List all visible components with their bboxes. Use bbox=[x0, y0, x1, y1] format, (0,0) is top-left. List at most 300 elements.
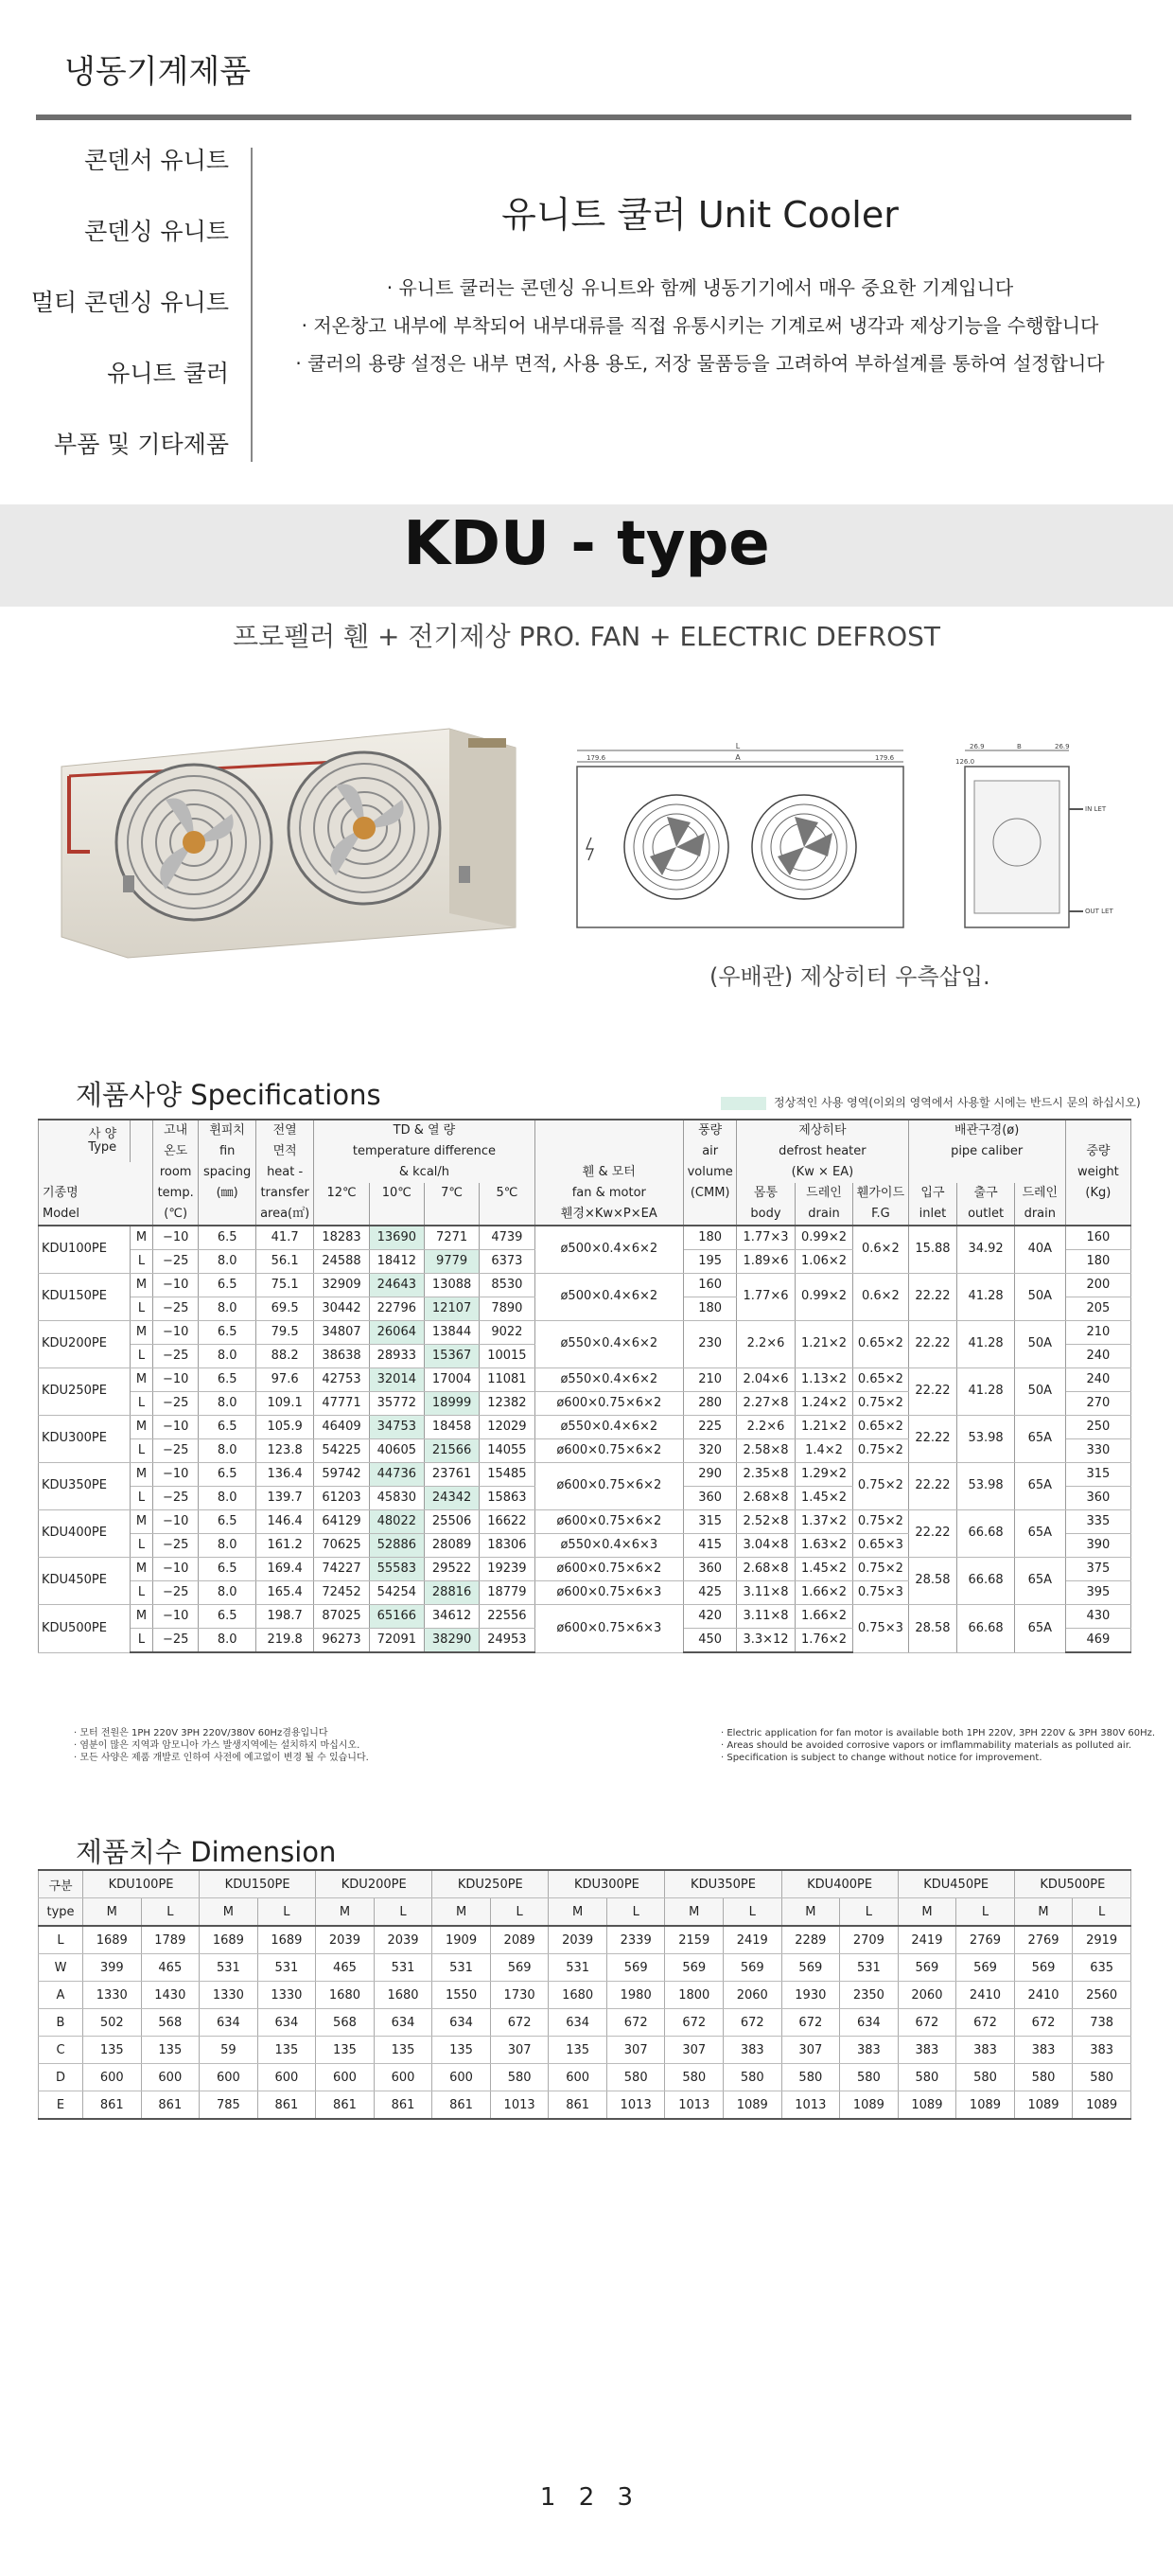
dim-cell: 1689 bbox=[257, 1926, 316, 1954]
variant-cell: L bbox=[131, 1629, 153, 1653]
td-cell: 74227 bbox=[314, 1558, 369, 1581]
dim-cell: 1089 bbox=[840, 2091, 899, 2120]
air-cell: 360 bbox=[684, 1487, 737, 1510]
dim-cell: 569 bbox=[490, 1954, 549, 1982]
dim-cell: 2769 bbox=[1014, 1926, 1073, 1954]
dim-variant-header: M bbox=[549, 1898, 607, 1927]
dim-cell: 569 bbox=[724, 1954, 782, 1982]
td-cell: 32909 bbox=[314, 1274, 369, 1297]
th-pipe: 배관구경(ø) bbox=[908, 1120, 1065, 1141]
dim-cell: 569 bbox=[898, 1954, 956, 1982]
intro-line: · 저온창고 내부에 부착되어 내부대류를 직접 유통시키는 기계로써 냉각과 제상기능을 수행합니다 bbox=[301, 314, 1099, 337]
header-rule bbox=[36, 115, 1131, 120]
dim-model-header: KDU300PE bbox=[549, 1870, 665, 1898]
dim-cell: 634 bbox=[840, 2009, 899, 2037]
td-cell: 18779 bbox=[480, 1581, 534, 1605]
dim-cell: 531 bbox=[549, 1954, 607, 1982]
weight-cell: 360 bbox=[1065, 1487, 1130, 1510]
dim-variant-header: L bbox=[257, 1898, 316, 1927]
model-name: KDU350PE bbox=[39, 1463, 131, 1510]
dim-cell: 580 bbox=[840, 2064, 899, 2091]
specs-title: 제품사양 Specifications bbox=[76, 1079, 381, 1111]
dim-cell: 383 bbox=[1073, 2037, 1131, 2064]
dim-cell: 383 bbox=[840, 2037, 899, 2064]
table-row bbox=[39, 1226, 1131, 1250]
fan-cell: ø550×0.4×6×2 bbox=[534, 1321, 684, 1368]
td-cell: 18999 bbox=[424, 1392, 479, 1416]
note-line: · Electric application for fan motor is available both 1PH 220V, 3PH 220V & 3PH 380V 60Hz. bbox=[721, 1728, 1156, 1738]
fin-cell: 8.0 bbox=[199, 1345, 255, 1368]
th-weight-blank bbox=[1065, 1120, 1130, 1141]
td-cell: 12382 bbox=[480, 1392, 534, 1416]
dim-cell: 2039 bbox=[316, 1926, 375, 1954]
td-cell: 28089 bbox=[424, 1534, 479, 1558]
dim-model-header: KDU450PE bbox=[898, 1870, 1014, 1898]
sidebar-item-condensing-unit[interactable]: 콘덴싱 유니트 bbox=[84, 218, 229, 245]
pipe-drain-cell: 65A bbox=[1014, 1558, 1065, 1605]
type-title: KDU - type bbox=[403, 509, 770, 579]
dim-cell: 2039 bbox=[374, 1926, 432, 1954]
sidebar-item-parts[interactable]: 부품 및 기타제품 bbox=[54, 431, 229, 458]
dim-model-header: KDU350PE bbox=[665, 1870, 781, 1898]
dim-variant-header: M bbox=[1014, 1898, 1073, 1927]
dim-cell: 135 bbox=[432, 2037, 491, 2064]
dim-cell: 1013 bbox=[490, 2091, 549, 2120]
dim-cell: 135 bbox=[141, 2037, 200, 2064]
area-cell: 105.9 bbox=[255, 1416, 314, 1439]
dim-cell: 861 bbox=[257, 2091, 316, 2120]
dim-cell: 600 bbox=[374, 2064, 432, 2091]
td-cell: 30442 bbox=[314, 1297, 369, 1321]
page-link-1[interactable]: 1 bbox=[539, 2483, 556, 2512]
outlet-cell: 41.28 bbox=[957, 1274, 1014, 1321]
dim-variant-header: L bbox=[490, 1898, 549, 1927]
dimension-table: 구분 KDU100PE KDU150PE KDU200PE KDU250PE KDU300PE KDU350PE KDU400PE KDU450PE KDU500PE type M L M L M L M L M L M L M L M L M L L 1689 1789 1689 1689 2039 2039 1909 2089 2039 2339 2159 2419 2289 2709 2419 2769 2769 2919 W 399 465 531 531 465 531 531 569 531 569 569 569 569 531 569 569 569 635 A 1330 1430 1330 1330 1680 1680 1550 1730 1680 1980 1800 2060 1930 2350 2060 2410 2410 2560 B 502 568 634 634 568 634 634 672 634 672 672 672 672 634 672 672 672 738 C 135 135 59 135 135 135 135 307 135 307 307 383 307 383 383 383 383 383 D 600 600 600 600 600 600 600 580 600 580 580 580 580 580 580 580 580 580 E 861 861 785 861 861 861 861 1013 861 1013 1013 1089 1013 1089 1089 1089 1089 1089 bbox=[38, 1869, 1131, 2120]
dim-cell: 1089 bbox=[1014, 2091, 1073, 2120]
fin-cell: 8.0 bbox=[199, 1392, 255, 1416]
dim-cell: 383 bbox=[724, 2037, 782, 2064]
dim-cell: 672 bbox=[606, 2009, 665, 2037]
inlet-cell: 15.88 bbox=[908, 1226, 957, 1274]
dim-cell: 1689 bbox=[200, 1926, 258, 1954]
dim-cell: 2350 bbox=[840, 1982, 899, 2009]
dim-variant-header: L bbox=[141, 1898, 200, 1927]
notes-english bbox=[721, 1727, 1155, 1764]
dim-cell: 1909 bbox=[432, 1926, 491, 1954]
drain-heater-cell: 1.37×2 bbox=[795, 1510, 853, 1534]
dim-cell: 307 bbox=[665, 2037, 724, 2064]
dim-cell: 580 bbox=[956, 2064, 1015, 2091]
temp-cell: −10 bbox=[152, 1558, 199, 1581]
fan-cell: ø550×0.4×6×2 bbox=[534, 1368, 684, 1392]
temp-cell: −10 bbox=[152, 1605, 199, 1629]
dim-cell: 2060 bbox=[724, 1982, 782, 2009]
td-cell: 7271 bbox=[424, 1226, 479, 1250]
drain-heater-cell: 1.24×2 bbox=[795, 1392, 853, 1416]
inlet-cell: 22.22 bbox=[908, 1416, 957, 1463]
temp-cell: −10 bbox=[152, 1368, 199, 1392]
dim-cell: 672 bbox=[956, 2009, 1015, 2037]
dim-cell: 1430 bbox=[141, 1982, 200, 2009]
air-cell: 180 bbox=[684, 1226, 737, 1250]
drain-heater-cell: 1.21×2 bbox=[795, 1416, 853, 1439]
dim-cell: 2410 bbox=[1014, 1982, 1073, 2009]
th-air: 풍량 bbox=[684, 1120, 737, 1141]
th-fan-blank bbox=[534, 1120, 684, 1141]
area-cell: 56.1 bbox=[255, 1250, 314, 1274]
td-cell: 34753 bbox=[369, 1416, 424, 1439]
drain-heater-cell: 1.21×2 bbox=[795, 1321, 853, 1368]
td-cell: 15863 bbox=[480, 1487, 534, 1510]
fan-guide-cell: 0.75×2 bbox=[853, 1558, 908, 1581]
th-fin: 휜피치 bbox=[199, 1120, 255, 1141]
weight-cell: 210 bbox=[1065, 1321, 1130, 1345]
model-name: KDU150PE bbox=[39, 1274, 131, 1321]
dim-cell: 1550 bbox=[432, 1982, 491, 2009]
dim-label-side-b: B bbox=[1017, 743, 1022, 750]
dim-cell: 569 bbox=[665, 1954, 724, 1982]
area-cell: 75.1 bbox=[255, 1274, 314, 1297]
product-photo bbox=[52, 710, 525, 961]
fin-cell: 6.5 bbox=[199, 1226, 255, 1250]
dim-row-label: L bbox=[39, 1926, 83, 1954]
sidebar-item-unit-cooler[interactable]: 유니트 쿨러 bbox=[107, 360, 229, 387]
dim-corner: 구분 bbox=[39, 1870, 83, 1898]
th-model: 기종명 bbox=[39, 1183, 153, 1204]
fan-guide-cell: 0.65×2 bbox=[853, 1321, 908, 1368]
inlet-cell: 22.22 bbox=[908, 1463, 957, 1510]
pagination bbox=[0, 2483, 1173, 2512]
dim-cell: 2419 bbox=[724, 1926, 782, 1954]
td-cell: 13844 bbox=[424, 1321, 479, 1345]
body-heater-cell: 2.68×8 bbox=[737, 1487, 796, 1510]
photo-caption: (우배관) 제상히터 우측삽입. bbox=[709, 963, 990, 990]
drain-heater-cell: 1.29×2 bbox=[795, 1463, 853, 1487]
area-cell: 41.7 bbox=[255, 1226, 314, 1250]
weight-cell: 375 bbox=[1065, 1558, 1130, 1581]
section-title: 유니트 쿨러 Unit Cooler bbox=[501, 194, 899, 236]
model-name: KDU450PE bbox=[39, 1558, 131, 1605]
dim-cell: 307 bbox=[606, 2037, 665, 2064]
outlet-cell: 66.68 bbox=[957, 1510, 1014, 1558]
pipe-drain-cell: 65A bbox=[1014, 1416, 1065, 1463]
td-cell: 54225 bbox=[314, 1439, 369, 1463]
temp-cell: −25 bbox=[152, 1487, 199, 1510]
area-cell: 198.7 bbox=[255, 1605, 314, 1629]
drain-heater-cell: 1.66×2 bbox=[795, 1581, 853, 1605]
td-cell: 59742 bbox=[314, 1463, 369, 1487]
td-cell: 19239 bbox=[480, 1558, 534, 1581]
fan-guide-cell: 0.75×2 bbox=[853, 1392, 908, 1416]
td-cell: 12107 bbox=[424, 1297, 479, 1321]
fin-cell: 6.5 bbox=[199, 1416, 255, 1439]
dim-label-left: 179.6 bbox=[586, 754, 606, 762]
weight-cell: 430 bbox=[1065, 1605, 1130, 1629]
dim-cell: 531 bbox=[200, 1954, 258, 1982]
air-cell: 315 bbox=[684, 1510, 737, 1534]
area-cell: 139.7 bbox=[255, 1487, 314, 1510]
dim-variant-header: M bbox=[781, 1898, 840, 1927]
dim-variant-header: L bbox=[724, 1898, 782, 1927]
notes-korean bbox=[74, 1727, 369, 1764]
dim-cell: 672 bbox=[1014, 2009, 1073, 2037]
inlet-cell: 22.22 bbox=[908, 1274, 957, 1321]
dim-cell: 861 bbox=[141, 2091, 200, 2120]
dim-cell: 2060 bbox=[898, 1982, 956, 2009]
note-line: · 모터 전원은 1PH 220V 3PH 220V/380V 60Hz겸용입니다 bbox=[74, 1728, 328, 1738]
dim-cell: 1330 bbox=[200, 1982, 258, 2009]
dim-cell: 1013 bbox=[606, 2091, 665, 2120]
fan-guide-cell: 0.75×2 bbox=[853, 1510, 908, 1534]
drain-heater-cell: 1.45×2 bbox=[795, 1558, 853, 1581]
body-heater-cell: 2.68×8 bbox=[737, 1558, 796, 1581]
td-cell: 72091 bbox=[369, 1629, 424, 1653]
sidebar-item-multi-condensing-unit[interactable]: 멀티 콘덴싱 유니트 bbox=[30, 289, 229, 316]
td-cell: 13088 bbox=[424, 1274, 479, 1297]
body-heater-cell: 2.52×8 bbox=[737, 1510, 796, 1534]
dim-cell: 568 bbox=[316, 2009, 375, 2037]
variant-cell: L bbox=[131, 1250, 153, 1274]
note-line: · 모든 사양은 제품 개발로 인하여 사전에 예고없이 변경 될 수 있습니다. bbox=[74, 1753, 369, 1763]
td-cell: 4739 bbox=[480, 1226, 534, 1250]
page-link-2[interactable]: 2 bbox=[578, 2483, 595, 2512]
td-cell: 96273 bbox=[314, 1629, 369, 1653]
air-cell: 210 bbox=[684, 1368, 737, 1392]
weight-cell: 240 bbox=[1065, 1368, 1130, 1392]
body-heater-cell: 2.04×6 bbox=[737, 1368, 796, 1392]
area-cell: 165.4 bbox=[255, 1581, 314, 1605]
inlet-cell: 28.58 bbox=[908, 1605, 957, 1653]
dim-cell: 2289 bbox=[781, 1926, 840, 1954]
dim-label-A: A bbox=[735, 753, 741, 762]
td-cell: 44736 bbox=[369, 1463, 424, 1487]
dim-cell: 2709 bbox=[840, 1926, 899, 1954]
variant-cell: M bbox=[131, 1274, 153, 1297]
air-cell: 280 bbox=[684, 1392, 737, 1416]
dim-cell: 1089 bbox=[956, 2091, 1015, 2120]
dim-cell: 1330 bbox=[83, 1982, 142, 2009]
weight-cell: 205 bbox=[1065, 1297, 1130, 1321]
td-cell: 9022 bbox=[480, 1321, 534, 1345]
dim-cell: 383 bbox=[1014, 2037, 1073, 2064]
td-cell: 46409 bbox=[314, 1416, 369, 1439]
dimension-title: 제품치수 Dimension bbox=[76, 1836, 337, 1868]
dim-cell: 600 bbox=[257, 2064, 316, 2091]
dim-cell: 1680 bbox=[374, 1982, 432, 2009]
dim-cell: 1013 bbox=[781, 2091, 840, 2120]
td-cell: 9779 bbox=[424, 1250, 479, 1274]
td-cell: 11081 bbox=[480, 1368, 534, 1392]
variant-cell: L bbox=[131, 1534, 153, 1558]
area-cell: 161.2 bbox=[255, 1534, 314, 1558]
table-row bbox=[39, 1416, 1131, 1439]
legend-swatch bbox=[721, 1097, 766, 1110]
dim-model-header: KDU150PE bbox=[200, 1870, 316, 1898]
td-cell: 24953 bbox=[480, 1629, 534, 1653]
td-cell: 28816 bbox=[424, 1581, 479, 1605]
dim-cell: 1089 bbox=[1073, 2091, 1131, 2120]
body-heater-cell: 2.35×8 bbox=[737, 1463, 796, 1487]
dim-row-label: W bbox=[39, 1954, 83, 1982]
weight-cell: 250 bbox=[1065, 1416, 1130, 1439]
dim-label-L: L bbox=[735, 743, 741, 750]
td-cell: 55583 bbox=[369, 1558, 424, 1581]
table-row bbox=[39, 1926, 1131, 1954]
fin-cell: 8.0 bbox=[199, 1487, 255, 1510]
dim-row-label: C bbox=[39, 2037, 83, 2064]
fin-cell: 6.5 bbox=[199, 1274, 255, 1297]
dim-cell: 2419 bbox=[898, 1926, 956, 1954]
fan-cell: ø600×0.75×6×3 bbox=[534, 1605, 684, 1653]
weight-cell: 469 bbox=[1065, 1629, 1130, 1653]
weight-cell: 330 bbox=[1065, 1439, 1130, 1463]
dim-variant-header: M bbox=[432, 1898, 491, 1927]
body-heater-cell: 2.2×6 bbox=[737, 1321, 796, 1368]
temp-cell: −25 bbox=[152, 1581, 199, 1605]
dim-cell: 738 bbox=[1073, 2009, 1131, 2037]
td-cell: 22556 bbox=[480, 1605, 534, 1629]
dim-model-header: KDU500PE bbox=[1014, 1870, 1130, 1898]
table-row bbox=[39, 1274, 1131, 1297]
dim-cell: 2339 bbox=[606, 1926, 665, 1954]
dim-cell: 1730 bbox=[490, 1982, 549, 2009]
dim-cell: 399 bbox=[83, 1954, 142, 1982]
dim-cell: 1013 bbox=[665, 2091, 724, 2120]
dim-cell: 635 bbox=[1073, 1954, 1131, 1982]
td-cell: 35772 bbox=[369, 1392, 424, 1416]
air-cell: 180 bbox=[684, 1297, 737, 1321]
td-cell: 65166 bbox=[369, 1605, 424, 1629]
dim-cell: 307 bbox=[490, 2037, 549, 2064]
legend-text: 정상적인 사용 영역(이외의 영역에서 사용할 시에는 반드시 문의 하십시오) bbox=[774, 1096, 1141, 1109]
dim-variant-header: L bbox=[956, 1898, 1015, 1927]
dim-cell: 1089 bbox=[898, 2091, 956, 2120]
sidebar-divider bbox=[251, 148, 253, 462]
air-cell: 230 bbox=[684, 1321, 737, 1368]
fan-right-icon bbox=[289, 752, 440, 904]
td-cell: 18306 bbox=[480, 1534, 534, 1558]
fin-cell: 8.0 bbox=[199, 1439, 255, 1463]
dim-cell: 580 bbox=[1014, 2064, 1073, 2091]
side-view-drawing bbox=[951, 743, 1126, 932]
dim-cell: 1689 bbox=[83, 1926, 142, 1954]
td-cell: 34612 bbox=[424, 1605, 479, 1629]
td-cell: 29522 bbox=[424, 1558, 479, 1581]
fan-guide-cell: 0.65×3 bbox=[853, 1534, 908, 1558]
area-cell: 109.1 bbox=[255, 1392, 314, 1416]
outlet-cell: 66.68 bbox=[957, 1605, 1014, 1653]
variant-cell: M bbox=[131, 1321, 153, 1345]
page-link-3[interactable]: 3 bbox=[617, 2483, 634, 2512]
td-cell: 64129 bbox=[314, 1510, 369, 1534]
air-cell: 360 bbox=[684, 1558, 737, 1581]
dim-cell: 59 bbox=[200, 2037, 258, 2064]
dim-cell: 502 bbox=[83, 2009, 142, 2037]
fan-cell: ø600×0.75×6×2 bbox=[534, 1510, 684, 1534]
body-heater-cell: 2.27×8 bbox=[737, 1392, 796, 1416]
variant-cell: M bbox=[131, 1558, 153, 1581]
td-cell: 54254 bbox=[369, 1581, 424, 1605]
table-row bbox=[39, 2037, 1131, 2064]
variant-cell: M bbox=[131, 1510, 153, 1534]
drain-heater-cell: 1.45×2 bbox=[795, 1487, 853, 1510]
drain-heater-cell: 0.99×2 bbox=[795, 1226, 853, 1250]
drain-heater-cell: 1.63×2 bbox=[795, 1534, 853, 1558]
dim-cell: 135 bbox=[316, 2037, 375, 2064]
dim-cell: 634 bbox=[432, 2009, 491, 2037]
outlet-label: OUT LET bbox=[1085, 908, 1113, 915]
dim-variant-header: M bbox=[665, 1898, 724, 1927]
variant-cell: M bbox=[131, 1368, 153, 1392]
td-cell: 61203 bbox=[314, 1487, 369, 1510]
table-row bbox=[39, 1368, 1131, 1392]
variant-cell: L bbox=[131, 1297, 153, 1321]
body-heater-cell: 1.77×6 bbox=[737, 1274, 796, 1321]
dim-cell: 383 bbox=[956, 2037, 1015, 2064]
td-cell: 24588 bbox=[314, 1250, 369, 1274]
dim-cell: 634 bbox=[549, 2009, 607, 2037]
dim-row-label: E bbox=[39, 2091, 83, 2120]
td-cell: 8530 bbox=[480, 1274, 534, 1297]
weight-cell: 395 bbox=[1065, 1581, 1130, 1605]
air-cell: 420 bbox=[684, 1605, 737, 1629]
variant-cell: M bbox=[131, 1416, 153, 1439]
dim-variant-header: L bbox=[840, 1898, 899, 1927]
air-cell: 450 bbox=[684, 1629, 737, 1653]
temp-cell: −10 bbox=[152, 1321, 199, 1345]
fan-cell: ø600×0.75×6×3 bbox=[534, 1581, 684, 1605]
inlet-cell: 28.58 bbox=[908, 1558, 957, 1605]
dim-label-side-a: 26.9 bbox=[970, 743, 985, 750]
table-row bbox=[39, 1510, 1131, 1534]
sidebar-item-condenser-unit[interactable]: 콘덴서 유니트 bbox=[84, 147, 229, 174]
td-cell: 38290 bbox=[424, 1629, 479, 1653]
fan-right-icon bbox=[752, 795, 856, 899]
body-heater-cell: 1.89×6 bbox=[737, 1250, 796, 1274]
fan-guide-cell: 0.75×3 bbox=[853, 1581, 908, 1605]
inlet-cell: 22.22 bbox=[908, 1321, 957, 1368]
dim-cell: 2560 bbox=[1073, 1982, 1131, 2009]
td-cell: 48022 bbox=[369, 1510, 424, 1534]
outlet-cell: 34.92 bbox=[957, 1226, 1014, 1274]
fin-cell: 8.0 bbox=[199, 1250, 255, 1274]
table-row bbox=[39, 1558, 1131, 1581]
outlet-cell: 53.98 bbox=[957, 1463, 1014, 1510]
body-heater-cell: 3.11×8 bbox=[737, 1605, 796, 1629]
th-area: 전열 bbox=[255, 1120, 314, 1141]
table-row bbox=[39, 2091, 1131, 2120]
drain-heater-cell: 1.06×2 bbox=[795, 1250, 853, 1274]
air-cell: 195 bbox=[684, 1250, 737, 1274]
weight-cell: 240 bbox=[1065, 1345, 1130, 1368]
td-cell: 12029 bbox=[480, 1416, 534, 1439]
fan-guide-cell: 0.6×2 bbox=[853, 1226, 908, 1274]
fin-cell: 6.5 bbox=[199, 1558, 255, 1581]
dim-cell: 307 bbox=[781, 2037, 840, 2064]
dim-cell: 531 bbox=[432, 1954, 491, 1982]
fan-cell: ø500×0.4×6×2 bbox=[534, 1226, 684, 1274]
table-row bbox=[39, 1954, 1131, 1982]
pipe-drain-cell: 65A bbox=[1014, 1463, 1065, 1510]
pipe-drain-cell: 65A bbox=[1014, 1510, 1065, 1558]
td-cell: 22796 bbox=[369, 1297, 424, 1321]
fan-cell: ø550×0.4×6×2 bbox=[534, 1416, 684, 1439]
fin-cell: 8.0 bbox=[199, 1629, 255, 1653]
area-cell: 69.5 bbox=[255, 1297, 314, 1321]
dim-cell: 580 bbox=[1073, 2064, 1131, 2091]
dim-cell: 465 bbox=[316, 1954, 375, 1982]
air-cell: 160 bbox=[684, 1274, 737, 1297]
